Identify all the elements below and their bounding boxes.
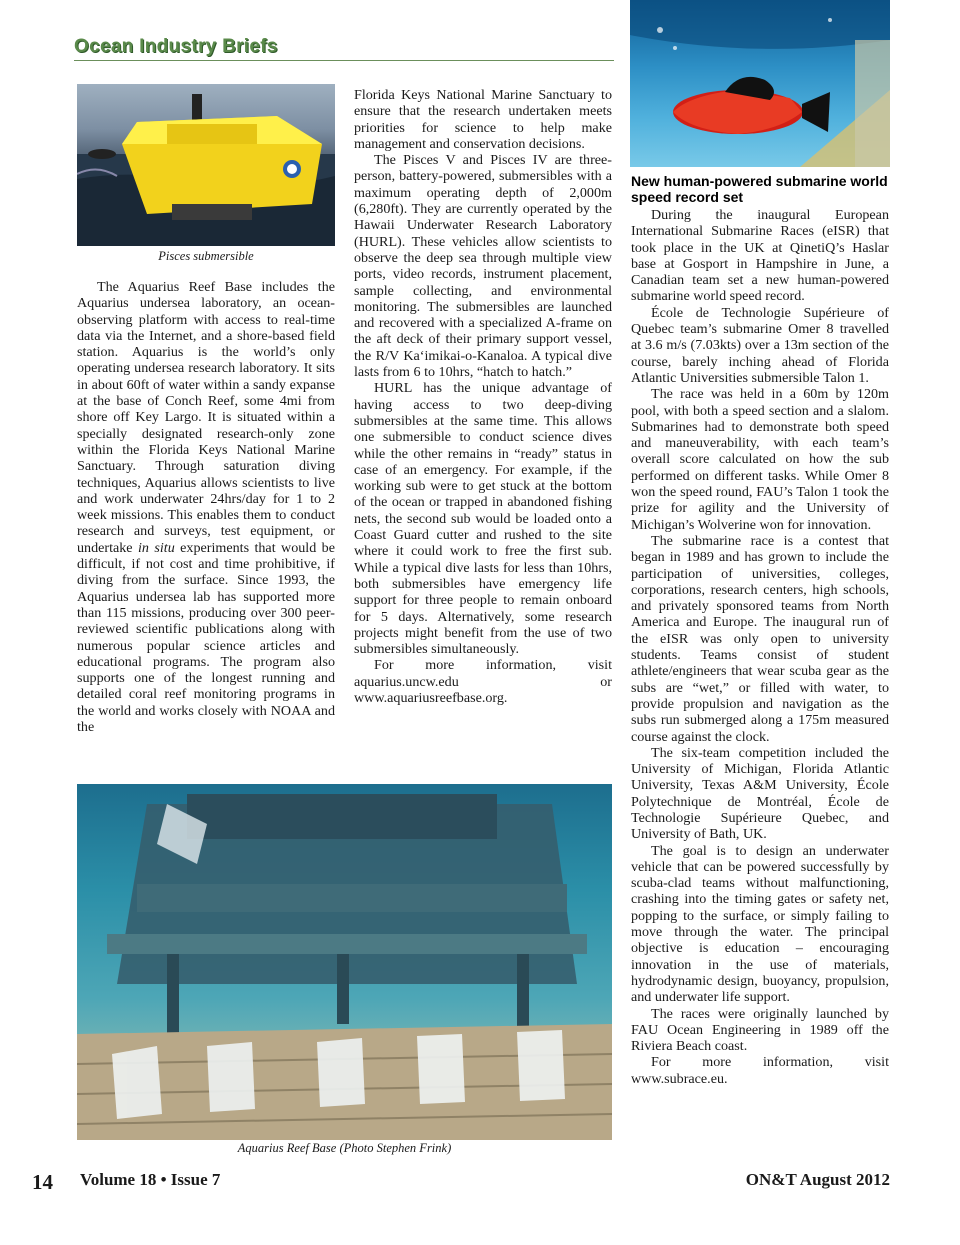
article-column-1 (77, 279, 335, 735)
paragraph: The six-team competition included the University of Michigan, Florida Atlantic University, Texas A&M University, École Polytechnique de Montréal, École de Technologie Supérieure Quebec, and University of Bath, UK. (631, 744, 889, 843)
page-number: 14 (32, 1170, 53, 1194)
article-column-3 (631, 173, 889, 1087)
paragraph: For more information, visit www.subrace.eu. (631, 1054, 889, 1087)
paragraph: The goal is to design an underwater vehicle that can be powered successfully by scuba-clad teams without malfunctioning, crashing into the timing gates or safety net, popping to the surface, or simply failing to move through the water. The principal objective is education – encouraging innovation in the use of materials, hydrodynamic design, buoyancy, propulsion, and underwater life support. (631, 842, 889, 1006)
human-powered-submarine-photo (630, 0, 890, 167)
text-run: experiments that would be difficult, if not cost and time prohibitive, if diving from the surface. Since 1993, the Aquarius undersea lab has supported more than 115 missions, producing over 300 peer-reviewed scientific publications along with numerous popular science articles and educational programs. The program also supports one of the longest running and detailed coral reef monitoring programs in the world and works closely with NOAA and the (77, 539, 335, 736)
publication-date: ON&T August 2012 (745, 1170, 890, 1189)
paragraph: Florida Keys National Marine Sanctuary to ensure that the research undertaken meets priorities for science to help make management and conservation decisions. (354, 87, 612, 152)
paragraph: HURL has the unique advantage of having access to two deep-diving submersibles at the same time. This allows one submersible to conduct science dives while the other remains in “ready” status in case of an emergency. For example, if the working sub were to get stuck at the bottom of the ocean or trapped in abandoned fishing nets, the second sub would be loaded onto a Coast Guard cutter and rushed to the site where it could work to free the first sub. While a typical dive lasts for less than 10hrs, both submersibles have emergency life support for three people to remain onboard for 5 days. Alternatively, some research projects might benefit from the use of two submersibles simultaneously. (354, 380, 612, 658)
paragraph: For more information, visit aquarius.uncw.edu or www.aquariusreefbase.org. (354, 657, 612, 706)
paragraph: The races were originally launched by FAU Ocean Engineering in 1989 off the Riviera Beach coast. (631, 1005, 889, 1055)
aquarius-caption: Aquarius Reef Base (Photo Stephen Frink) (237, 1141, 452, 1155)
section-title: Ocean Industry Briefs (74, 36, 614, 61)
article-heading: New human-powered submarine world speed record set (631, 173, 888, 205)
paragraph (77, 279, 335, 735)
pisces-caption: Pisces submersible (158, 249, 254, 263)
paragraph: During the inaugural European International Submarine Races (eISR) that took place in the UK at QinetiQ’s Haslar base at Gosport in Hampshire in June, a Canadian team set a new human-powered submarine world speed record. (631, 207, 889, 305)
text-run: The Aquarius Reef Base includes the Aquarius undersea laboratory, an ocean-observing platform with access to real-time data via the Internet, and a shore-based field station. Aquarius is the world’s only operating undersea research laboratory. It sits in about 60ft of water within a sandy expanse at the base of Conch Reef, some 4mi from shore off Key Largo. It is situated within a specially designated research-only zone within the Florida Keys National Marine Sanctuary. Through saturation diving techniques, Aquarius allows scientists to live and work underwater 24hrs/day for 1 to 2 week missions. This enables them to conduct research and surveys, test equipment, or undertake (77, 279, 335, 556)
italic-text: in situ (138, 539, 175, 556)
volume-issue: Volume 18 • Issue 7 (80, 1170, 221, 1189)
paragraph: The race was held in a 60m by 120m pool, with both a speed section and a slalom. Submarines had to demonstrate both speed and maneuverability, with each team’s overall score calculated on how the sub performed on different tasks. While Omer 8 won the speed round, FAU’s Talon 1 took the prize for agility and the University of Michigan’s Wolverine won for innovation. (631, 386, 889, 533)
paragraph: The Pisces V and Pisces IV are three-person, battery-powered, submersibles with a maximum operating depth of 2,000m (6,280ft). They are currently operated by the Hawaii Underwater Research Laboratory (HURL). These vehicles allow scientists to observe the deep sea through multiple view ports, video records, instrument placement, sample collecting, and environmental monitoring. The submersibles are launched and recovered with a specialized A-frame on the aft deck of their primary support vessel, the R/V Ka‘imikai-o-Kanaloa. A typical dive lasts from 6 to 10hrs, “hatch to hatch.” (354, 152, 612, 381)
paragraph: The submarine race is a contest that began in 1989 and has grown to include the participation of universities, colleges, corporations, research centers, high schools, and privately sponsored teams from North America and Europe. The inaugural run of the eISR was only open to university students. Teams consist of student athlete/engineers that wear scuba gear as the subs are “wet,” or filled with water, to provide propulsion and navigation as the subs run submerged along a 175m measured course against the clock. (631, 532, 889, 745)
paragraph: École de Technologie Supérieure of Quebec team’s submarine Omer 8 travelled at 3.6 m/s (7.03kts) over a 13m section of the course, barely inching ahead of Florida Atlantic Universities submersible Talon 1. (631, 304, 889, 386)
article-column-2 (354, 87, 612, 706)
pisces-submersible-photo (77, 84, 335, 246)
aquarius-reef-base-photo (77, 784, 612, 1140)
